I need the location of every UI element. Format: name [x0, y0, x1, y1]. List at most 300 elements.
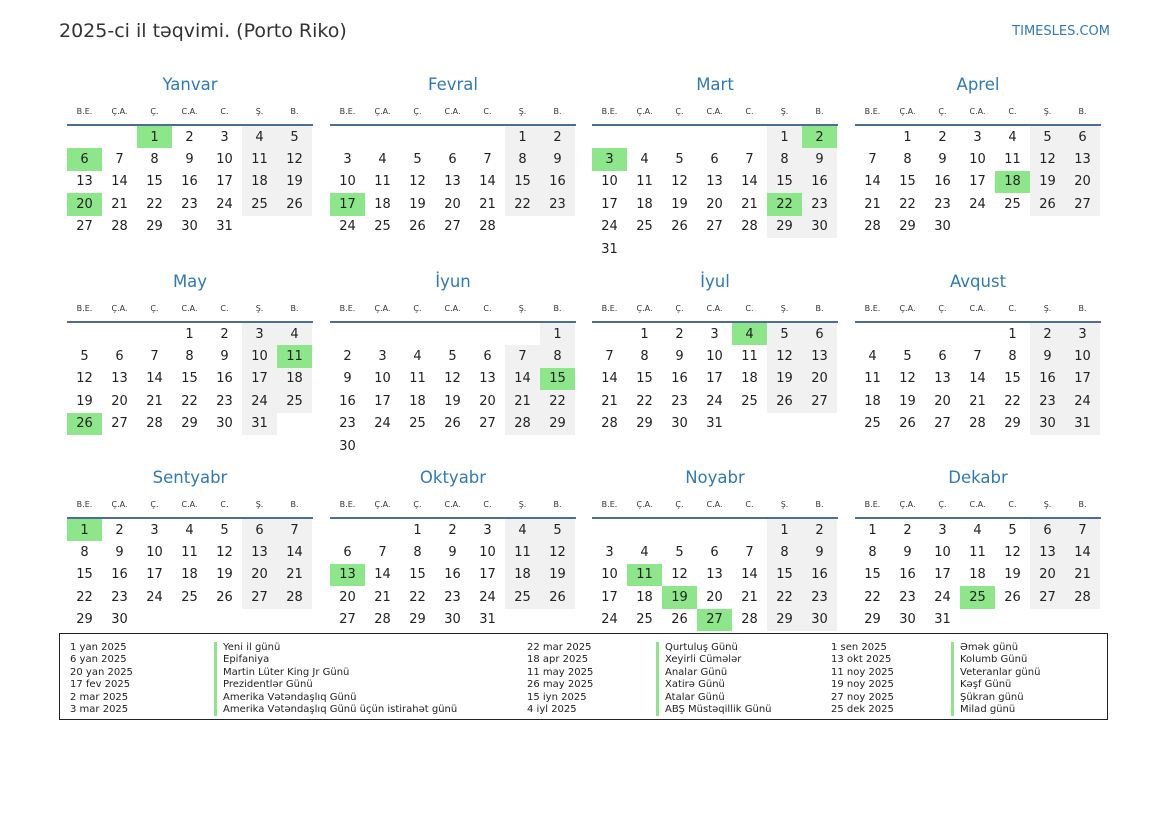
legend-date: 18 apr 2025 [527, 654, 589, 666]
legend-date: 22 mar 2025 [527, 642, 592, 653]
day-cell: 11 [374, 174, 391, 190]
day-cell: 30 [802, 216, 837, 238]
holiday-day-cell: 15 [540, 368, 575, 390]
day-cell: 23 [111, 589, 128, 605]
day-grid [855, 519, 1100, 631]
legend-holiday-name: Prezidentlər Günü [214, 679, 457, 691]
day-cell: 4 [242, 126, 277, 148]
weekday-label: C.A. [706, 304, 723, 313]
month-block [67, 74, 313, 238]
day-grid [330, 519, 575, 631]
empty-cell [400, 126, 435, 148]
day-cell: 2 [540, 126, 575, 148]
weekday-label: C. [220, 107, 229, 116]
legend-dates-1 [70, 642, 133, 716]
day-cell: 13 [479, 371, 496, 387]
weekday-label: C.A. [706, 500, 723, 509]
day-cell: 30 [671, 416, 688, 432]
day-cell: 11 [505, 541, 540, 563]
day-cell: 28 [741, 219, 758, 235]
day-cell: 15 [864, 567, 881, 583]
day-cell: 29 [146, 219, 163, 235]
month-name: Dekabr [948, 468, 1008, 487]
day-cell: 22 [146, 196, 163, 212]
day-cell: 13 [444, 174, 461, 190]
day-cell: 7 [745, 152, 754, 168]
legend-holiday-name: Xatirə Günü [656, 679, 772, 691]
empty-cell [400, 323, 435, 345]
day-cell: 14 [479, 174, 496, 190]
day-cell: 16 [1030, 368, 1065, 390]
day-cell: 9 [802, 541, 837, 563]
weekday-label: C. [1008, 500, 1017, 509]
legend-date: 4 iyl 2025 [527, 704, 577, 716]
day-cell: 25 [409, 416, 426, 432]
empty-cell [925, 323, 960, 345]
day-cell: 17 [242, 368, 277, 390]
month-name: May [172, 272, 208, 291]
day-cell: 8 [640, 349, 649, 365]
day-cell: 5 [80, 349, 89, 365]
day-cell: 25 [1004, 196, 1021, 212]
day-cell: 13 [1030, 541, 1065, 563]
day-cell: 21 [479, 196, 496, 212]
weekday-label: Ç.A. [899, 500, 916, 509]
holiday-day-cell: 11 [627, 564, 662, 586]
day-cell: 19 [899, 393, 916, 409]
legend-date: 11 noy 2025 [831, 666, 894, 678]
holiday-day-cell: 3 [592, 148, 627, 170]
day-cell: 13 [76, 174, 93, 190]
day-cell: 12 [409, 174, 426, 190]
day-cell: 24 [1065, 390, 1100, 412]
day-cell: 25 [636, 219, 653, 235]
legend-holiday-name: Milad günü [951, 704, 1040, 716]
day-cell: 10 [374, 371, 391, 387]
day-cell: 31 [601, 241, 618, 257]
day-cell: 1 [903, 129, 912, 145]
day-cell: 29 [1004, 416, 1021, 432]
day-cell: 8 [540, 345, 575, 367]
day-cell: 25 [242, 193, 277, 215]
weekday-label: B.E. [339, 500, 356, 509]
day-cell: 2 [938, 129, 947, 145]
weekday-header [330, 106, 576, 126]
day-cell: 19 [76, 393, 93, 409]
day-cell: 4 [505, 519, 540, 541]
month-name: İyul [700, 272, 730, 291]
day-cell: 22 [540, 390, 575, 412]
day-cell: 7 [605, 349, 614, 365]
day-cell: 23 [216, 393, 233, 409]
day-cell: 12 [444, 371, 461, 387]
day-cell: 11 [864, 371, 881, 387]
day-cell: 26 [899, 416, 916, 432]
day-cell: 9 [343, 371, 352, 387]
day-grid [855, 323, 1100, 435]
day-cell: 29 [767, 609, 802, 631]
day-cell: 5 [767, 323, 802, 345]
weekday-header [592, 106, 838, 126]
day-cell: 3 [605, 545, 614, 561]
day-cell: 3 [710, 326, 719, 342]
day-cell: 29 [181, 416, 198, 432]
day-cell: 22 [864, 589, 881, 605]
day-cell: 18 [277, 368, 312, 390]
weekday-label: Ş. [255, 107, 264, 116]
day-cell: 24 [146, 589, 163, 605]
day-cell: 16 [899, 567, 916, 583]
weekday-header [855, 499, 1101, 519]
empty-cell [137, 323, 172, 345]
day-cell: 3 [343, 152, 352, 168]
day-cell: 19 [767, 368, 802, 390]
empty-cell [627, 126, 662, 148]
weekday-header [592, 303, 838, 323]
weekday-header [592, 499, 838, 519]
day-cell: 5 [413, 152, 422, 168]
weekday-header [67, 499, 313, 519]
day-cell: 31 [1065, 413, 1100, 435]
day-cell: 24 [374, 416, 391, 432]
day-cell: 23 [1030, 390, 1065, 412]
legend-names-1 [214, 642, 457, 716]
day-cell: 23 [802, 193, 837, 215]
day-cell: 27 [706, 219, 723, 235]
legend-holiday-name: Martin Lüter King Jr Günü [214, 667, 457, 679]
day-cell: 1 [767, 519, 802, 541]
day-cell: 10 [479, 545, 496, 561]
weekday-label: Ç. [938, 107, 947, 116]
month-block [855, 74, 1101, 238]
day-cell: 17 [601, 196, 618, 212]
day-cell: 25 [181, 589, 198, 605]
day-cell: 2 [115, 522, 124, 538]
day-cell: 30 [444, 612, 461, 628]
empty-cell [435, 323, 470, 345]
weekday-label: B.E. [864, 500, 881, 509]
weekday-label: C.A. [444, 107, 461, 116]
holiday-legend [59, 633, 1108, 720]
day-cell: 17 [969, 174, 986, 190]
legend-date: 26 may 2025 [527, 679, 594, 691]
day-cell: 14 [1065, 541, 1100, 563]
day-cell: 15 [409, 567, 426, 583]
day-cell: 3 [1065, 323, 1100, 345]
weekday-label: Ç.A. [899, 107, 916, 116]
weekday-label: B. [290, 500, 299, 509]
day-cell: 9 [903, 545, 912, 561]
day-cell: 29 [636, 416, 653, 432]
day-cell: 19 [671, 196, 688, 212]
day-cell: 28 [505, 413, 540, 435]
empty-cell [732, 126, 767, 148]
day-cell: 28 [479, 219, 496, 235]
weekday-label: C. [745, 107, 754, 116]
day-cell: 22 [76, 589, 93, 605]
empty-cell [592, 323, 627, 345]
holiday-day-cell: 13 [330, 564, 365, 586]
day-cell: 9 [675, 349, 684, 365]
day-cell: 6 [1065, 126, 1100, 148]
legend-date: 25 dek 2025 [831, 704, 894, 716]
day-cell: 22 [181, 393, 198, 409]
month-block [592, 74, 838, 260]
day-cell: 31 [934, 612, 951, 628]
day-cell: 13 [934, 371, 951, 387]
empty-cell [627, 519, 662, 541]
day-cell: 8 [868, 545, 877, 561]
weekday-label: B.E. [601, 500, 618, 509]
day-cell: 17 [1065, 368, 1100, 390]
empty-cell [662, 126, 697, 148]
day-cell: 28 [969, 416, 986, 432]
weekday-header [67, 106, 313, 126]
day-cell: 9 [220, 349, 229, 365]
legend-date: 1 sen 2025 [831, 642, 887, 653]
day-cell: 21 [111, 196, 128, 212]
day-cell: 3 [938, 522, 947, 538]
day-cell: 23 [339, 416, 356, 432]
day-cell: 27 [934, 416, 951, 432]
day-cell: 10 [242, 345, 277, 367]
legend-holiday-name: Qurtuluş Günü [656, 642, 772, 654]
day-cell: 17 [479, 567, 496, 583]
day-cell: 20 [1030, 564, 1065, 586]
day-cell: 20 [706, 589, 723, 605]
holiday-day-cell: 22 [767, 193, 802, 215]
day-cell: 18 [505, 564, 540, 586]
day-cell: 16 [181, 174, 198, 190]
day-cell: 26 [1030, 193, 1065, 215]
day-cell: 31 [706, 416, 723, 432]
day-cell: 15 [505, 171, 540, 193]
day-cell: 7 [483, 152, 492, 168]
day-cell: 14 [374, 567, 391, 583]
day-cell: 9 [115, 545, 124, 561]
weekday-label: B. [815, 304, 824, 313]
day-cell: 7 [115, 152, 124, 168]
day-cell: 24 [706, 393, 723, 409]
holiday-day-cell: 4 [732, 323, 767, 345]
day-cell: 21 [864, 196, 881, 212]
day-cell: 13 [706, 567, 723, 583]
day-cell: 15 [636, 371, 653, 387]
site-link[interactable]: TIMESLES.COM [1012, 24, 1110, 39]
weekday-label: B. [1078, 107, 1087, 116]
weekday-label: B. [553, 304, 562, 313]
day-cell: 22 [505, 193, 540, 215]
day-grid [330, 323, 575, 457]
day-cell: 21 [277, 564, 312, 586]
weekday-label: Ç.A. [111, 304, 128, 313]
day-cell: 21 [741, 589, 758, 605]
legend-holiday-name: Veteranlar günü [951, 667, 1040, 679]
weekday-label: Ç. [150, 107, 159, 116]
day-cell: 1 [413, 522, 422, 538]
legend-date: 1 yan 2025 [70, 642, 127, 653]
day-grid [67, 519, 312, 631]
month-block [855, 271, 1101, 435]
day-cell: 5 [540, 519, 575, 541]
day-cell: 26 [444, 416, 461, 432]
weekday-label: Ç.A. [636, 500, 653, 509]
day-cell: 25 [505, 586, 540, 608]
day-cell: 12 [76, 371, 93, 387]
day-cell: 29 [899, 219, 916, 235]
day-cell: 16 [802, 564, 837, 586]
day-cell: 5 [448, 349, 457, 365]
month-block [592, 271, 838, 435]
weekday-label: C.A. [444, 304, 461, 313]
day-cell: 22 [636, 393, 653, 409]
day-cell: 28 [1065, 586, 1100, 608]
empty-cell [662, 519, 697, 541]
day-grid [67, 323, 312, 435]
day-cell: 17 [374, 393, 391, 409]
weekday-label: Ş. [780, 304, 789, 313]
legend-holiday-name: Şükran günü [951, 692, 1040, 704]
empty-cell [732, 519, 767, 541]
day-cell: 18 [409, 393, 426, 409]
day-cell: 29 [864, 612, 881, 628]
legend-holiday-name: Əmək günü [951, 642, 1040, 654]
empty-cell [102, 126, 137, 148]
day-cell: 10 [706, 349, 723, 365]
day-cell: 19 [277, 171, 312, 193]
day-cell: 6 [710, 152, 719, 168]
weekday-label: C. [220, 500, 229, 509]
day-cell: 17 [934, 567, 951, 583]
day-cell: 17 [601, 589, 618, 605]
day-cell: 18 [969, 567, 986, 583]
day-grid [592, 519, 837, 631]
holiday-day-cell: 1 [67, 519, 102, 541]
legend-holiday-name: Atalar Günü [656, 692, 772, 704]
day-cell: 7 [745, 545, 754, 561]
day-cell: 27 [76, 219, 93, 235]
day-cell: 12 [899, 371, 916, 387]
day-cell: 15 [76, 567, 93, 583]
day-cell: 1 [1008, 326, 1017, 342]
weekday-label: Ş. [255, 500, 264, 509]
weekday-label: B.E. [864, 304, 881, 313]
weekday-label: Ş. [1043, 304, 1052, 313]
day-cell: 15 [899, 174, 916, 190]
month-block [330, 271, 576, 457]
weekday-label: C.A. [181, 304, 198, 313]
empty-cell [365, 323, 400, 345]
day-cell: 29 [767, 216, 802, 238]
weekday-label: C. [1008, 107, 1017, 116]
holiday-day-cell: 19 [662, 586, 697, 608]
empty-cell [330, 519, 365, 541]
day-cell: 24 [601, 219, 618, 235]
day-cell: 3 [242, 323, 277, 345]
legend-date: 19 noy 2025 [831, 679, 894, 691]
empty-cell [592, 519, 627, 541]
weekday-label: C. [745, 304, 754, 313]
day-cell: 20 [1065, 171, 1100, 193]
day-cell: 2 [903, 522, 912, 538]
day-cell: 18 [864, 393, 881, 409]
empty-cell [330, 323, 365, 345]
day-cell: 17 [146, 567, 163, 583]
weekday-label: Ç. [675, 304, 684, 313]
weekday-label: Ş. [780, 500, 789, 509]
day-cell: 6 [343, 545, 352, 561]
day-cell: 24 [216, 196, 233, 212]
day-cell: 9 [185, 152, 194, 168]
day-cell: 21 [374, 589, 391, 605]
empty-cell [592, 126, 627, 148]
legend-holiday-name: Xeyirli Cümələr [656, 654, 772, 666]
weekday-header [855, 106, 1101, 126]
day-cell: 15 [181, 371, 198, 387]
day-cell: 2 [802, 519, 837, 541]
day-cell: 29 [76, 612, 93, 628]
weekday-label: Ş. [518, 500, 527, 509]
day-cell: 2 [1030, 323, 1065, 345]
day-cell: 8 [767, 148, 802, 170]
day-cell: 3 [150, 522, 159, 538]
day-cell: 9 [448, 545, 457, 561]
weekday-label: Ş. [1043, 500, 1052, 509]
day-cell: 9 [1030, 345, 1065, 367]
day-cell: 16 [339, 393, 356, 409]
day-cell: 30 [216, 416, 233, 432]
day-cell: 14 [111, 174, 128, 190]
weekday-label: B. [553, 107, 562, 116]
day-cell: 19 [409, 196, 426, 212]
weekday-label: Ç. [413, 107, 422, 116]
weekday-label: C.A. [706, 107, 723, 116]
weekday-label: Ş. [518, 107, 527, 116]
empty-cell [697, 519, 732, 541]
day-cell: 12 [277, 148, 312, 170]
month-name: Oktyabr [419, 468, 487, 487]
day-cell: 10 [969, 152, 986, 168]
day-cell: 27 [1030, 586, 1065, 608]
legend-dates-3 [831, 642, 894, 716]
weekday-label: B. [290, 107, 299, 116]
weekday-label: B. [1078, 304, 1087, 313]
month-name: İyun [435, 272, 471, 291]
day-grid [330, 126, 575, 238]
day-cell: 7 [505, 345, 540, 367]
day-cell: 30 [111, 612, 128, 628]
day-cell: 28 [146, 416, 163, 432]
day-cell: 13 [1065, 148, 1100, 170]
day-cell: 16 [802, 171, 837, 193]
weekday-label: C.A. [969, 107, 986, 116]
weekday-header [330, 499, 576, 519]
empty-cell [855, 126, 890, 148]
day-cell: 30 [181, 219, 198, 235]
month-name: Mart [696, 75, 734, 94]
day-cell: 24 [242, 390, 277, 412]
day-cell: 16 [216, 371, 233, 387]
legend-date: 15 iyn 2025 [527, 691, 587, 703]
empty-cell [102, 323, 137, 345]
legend-holiday-name: Amerika Vətəndaşlıq Günü üçün istirahət günü [214, 704, 457, 716]
month-block [330, 467, 576, 631]
day-cell: 5 [277, 126, 312, 148]
day-cell: 23 [540, 193, 575, 215]
weekday-label: Ç. [150, 304, 159, 313]
month-name: Avqust [949, 272, 1007, 291]
weekday-header [855, 303, 1101, 323]
